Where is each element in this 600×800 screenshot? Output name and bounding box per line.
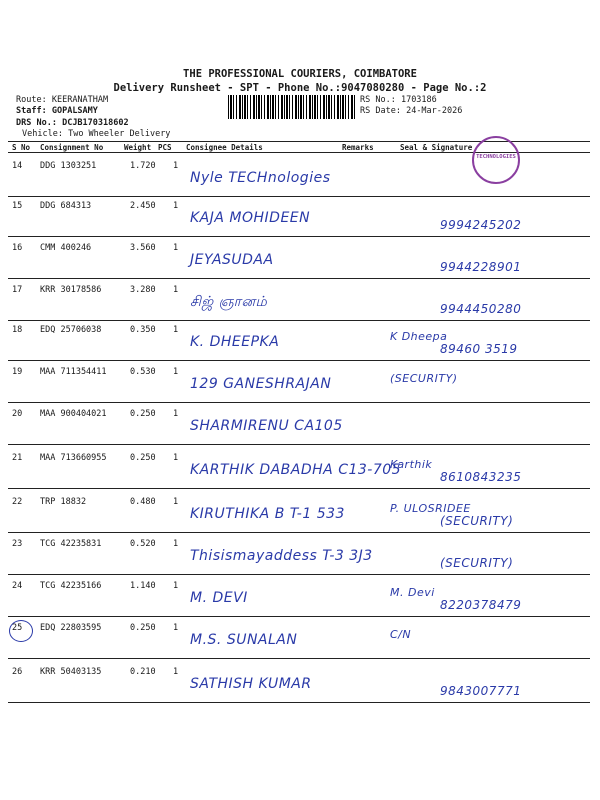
row-sno: 23 <box>12 539 23 549</box>
company-title: THE PROFESSIONAL COURIERS, COIMBATORE <box>183 68 417 80</box>
row-pcs: 1 <box>173 243 179 253</box>
row-signature-handwritten: Karthik <box>390 458 433 471</box>
row-phone-handwritten: 9944228901 <box>440 260 522 274</box>
row-weight: 0.210 <box>130 667 156 677</box>
rs-date-value: 24-Mar-2026 <box>406 106 463 116</box>
row-consignment-no: DDG 684313 <box>40 201 92 211</box>
row-consignment-no: CMM 400246 <box>40 243 92 253</box>
row-consignee-handwritten: K. DHEEPKA <box>190 334 280 350</box>
row-pcs: 1 <box>173 667 179 677</box>
row-divider <box>8 402 590 403</box>
company-seal-stamp: TECHNOLOGIES <box>472 136 520 184</box>
row-pcs: 1 <box>173 367 179 377</box>
col-seal: Seal & Signature <box>400 143 473 152</box>
row-consignee-handwritten: Nyle TECHnologies <box>190 170 331 186</box>
row-weight: 3.280 <box>130 285 156 295</box>
row-consignment-no: KRR 30178586 <box>40 285 102 295</box>
row-signature-handwritten: K Dheepa <box>390 330 448 343</box>
rs-no-line: RS No.: 1703186 <box>360 95 437 105</box>
row-sno: 14 <box>12 161 23 171</box>
row-sno: 18 <box>12 325 23 335</box>
row-consignee-handwritten: சிஜ் ஞானம் <box>190 294 268 310</box>
row-phone-handwritten: 89460 3519 <box>440 342 518 356</box>
row-pcs: 1 <box>173 497 179 507</box>
row-consignment-no: MAA 711354411 <box>40 367 107 377</box>
row-sno: 15 <box>12 201 23 211</box>
row-weight: 1.140 <box>130 581 156 591</box>
row-consignee-handwritten: M.S. SUNALAN <box>190 632 298 648</box>
row-consignment-no: TCG 42235831 <box>40 539 102 549</box>
row-consignment-no: TRP 18832 <box>40 497 87 507</box>
row-weight: 0.350 <box>130 325 156 335</box>
row-divider <box>8 278 590 279</box>
row-pcs: 1 <box>173 161 179 171</box>
row-sno: 24 <box>12 581 23 591</box>
route-value: KEERANATHAM <box>51 95 109 105</box>
vehicle-line: Vehicle: Two Wheeler Delivery <box>22 129 171 139</box>
row-consignee-handwritten: SATHISH KUMAR <box>190 676 312 692</box>
row-divider <box>8 488 590 489</box>
row-weight: 0.480 <box>130 497 156 507</box>
row-consignee-handwritten: KARTHIK DABADHA C13-705 <box>190 462 402 478</box>
row-divider <box>8 444 590 445</box>
row-pcs: 1 <box>173 285 179 295</box>
runsheet-subtitle: Delivery Runsheet - SPT - Phone No.:9047080280 - Page No.:2 <box>113 82 487 94</box>
row-sno: 16 <box>12 243 23 253</box>
col-pcs: PCS <box>158 143 172 152</box>
col-sno: S No <box>12 143 31 152</box>
row-pcs: 1 <box>173 581 179 591</box>
drs-value: DCJB170318602 <box>62 118 129 128</box>
row-consignee-handwritten: KAJA MOHIDEEN <box>190 210 311 226</box>
row-weight: 0.250 <box>130 623 156 633</box>
row-divider <box>8 574 590 575</box>
col-remarks: Remarks <box>342 143 374 152</box>
row-consignee-handwritten: Thisismayaddess T-3 3J3 <box>190 548 373 564</box>
row-weight: 1.720 <box>130 161 156 171</box>
row-consignment-no: KRR 50403135 <box>40 667 102 677</box>
row-phone-handwritten: 9843007771 <box>440 684 522 698</box>
row-consignee-handwritten: M. DEVI <box>190 590 248 606</box>
row-weight: 0.530 <box>130 367 156 377</box>
row-consignee-handwritten: SHARMIRENU CA105 <box>190 418 343 434</box>
rs-no-value: 1703186 <box>400 95 437 105</box>
row-weight: 0.520 <box>130 539 156 549</box>
row-consignment-no: TCG 42235166 <box>40 581 102 591</box>
row-divider <box>8 360 590 361</box>
row-phone-handwritten: (SECURITY) <box>440 556 514 570</box>
row-signature-handwritten: C/N <box>390 628 412 641</box>
row-pcs: 1 <box>173 539 179 549</box>
row-sno: 21 <box>12 453 23 463</box>
row-signature-handwritten: P. ULOSRIDEE <box>390 502 471 515</box>
runsheet-row <box>0 662 600 714</box>
row-consignee-handwritten: KIRUTHIKA B T-1 533 <box>190 506 345 522</box>
row-consignment-no: MAA 900404021 <box>40 409 107 419</box>
row-consignment-no: DDG 1303251 <box>40 161 97 171</box>
row-pcs: 1 <box>173 623 179 633</box>
row-divider <box>8 236 590 237</box>
row-sno: 25 <box>12 623 23 633</box>
row-sno: 26 <box>12 667 23 677</box>
row-sno: 19 <box>12 367 23 377</box>
staff-line: Staff: GOPALSAMY <box>16 106 98 116</box>
col-weight: Weight <box>124 143 152 152</box>
row-consignee-handwritten: 129 GANESHRAJAN <box>190 376 332 392</box>
row-pcs: 1 <box>173 325 179 335</box>
route-line: Route: KEERANATHAM <box>16 95 109 105</box>
row-weight: 0.250 <box>130 453 156 463</box>
row-phone-handwritten: 9994245202 <box>440 218 522 232</box>
row-consignee-handwritten: JEYASUDAA <box>190 252 274 268</box>
col-consignee: Consignee Details <box>186 143 263 152</box>
row-consignment-no: EDQ 22803595 <box>40 623 102 633</box>
row-pcs: 1 <box>173 201 179 211</box>
row-weight: 2.450 <box>130 201 156 211</box>
row-sno: 20 <box>12 409 23 419</box>
row-sno: 22 <box>12 497 23 507</box>
row-signature-handwritten: (SECURITY) <box>390 372 458 385</box>
row-signature-handwritten: M. Devi <box>390 586 435 599</box>
row-consignment-no: EDQ 25706038 <box>40 325 102 335</box>
row-divider <box>8 658 590 659</box>
barcode <box>228 95 356 119</box>
row-divider <box>8 532 590 533</box>
row-pcs: 1 <box>173 453 179 463</box>
rs-date-line: RS Date: 24-Mar-2026 <box>360 106 463 116</box>
drs-line: DRS No.: DCJB170318602 <box>16 118 129 128</box>
row-phone-handwritten: 8220378479 <box>440 598 522 612</box>
row-phone-handwritten: (SECURITY) <box>440 514 514 528</box>
row-phone-handwritten: 8610843235 <box>440 470 522 484</box>
row-consignment-no: MAA 713660955 <box>40 453 107 463</box>
row-phone-handwritten: 9944450280 <box>440 302 522 316</box>
row-divider <box>8 702 590 703</box>
row-weight: 0.250 <box>130 409 156 419</box>
row-divider <box>8 616 590 617</box>
staff-value: GOPALSAMY <box>51 106 98 116</box>
row-pcs: 1 <box>173 409 179 419</box>
row-sno: 17 <box>12 285 23 295</box>
row-weight: 3.560 <box>130 243 156 253</box>
vehicle-value: Two Wheeler Delivery <box>68 129 171 139</box>
col-consignment: Consignment No <box>40 143 104 152</box>
